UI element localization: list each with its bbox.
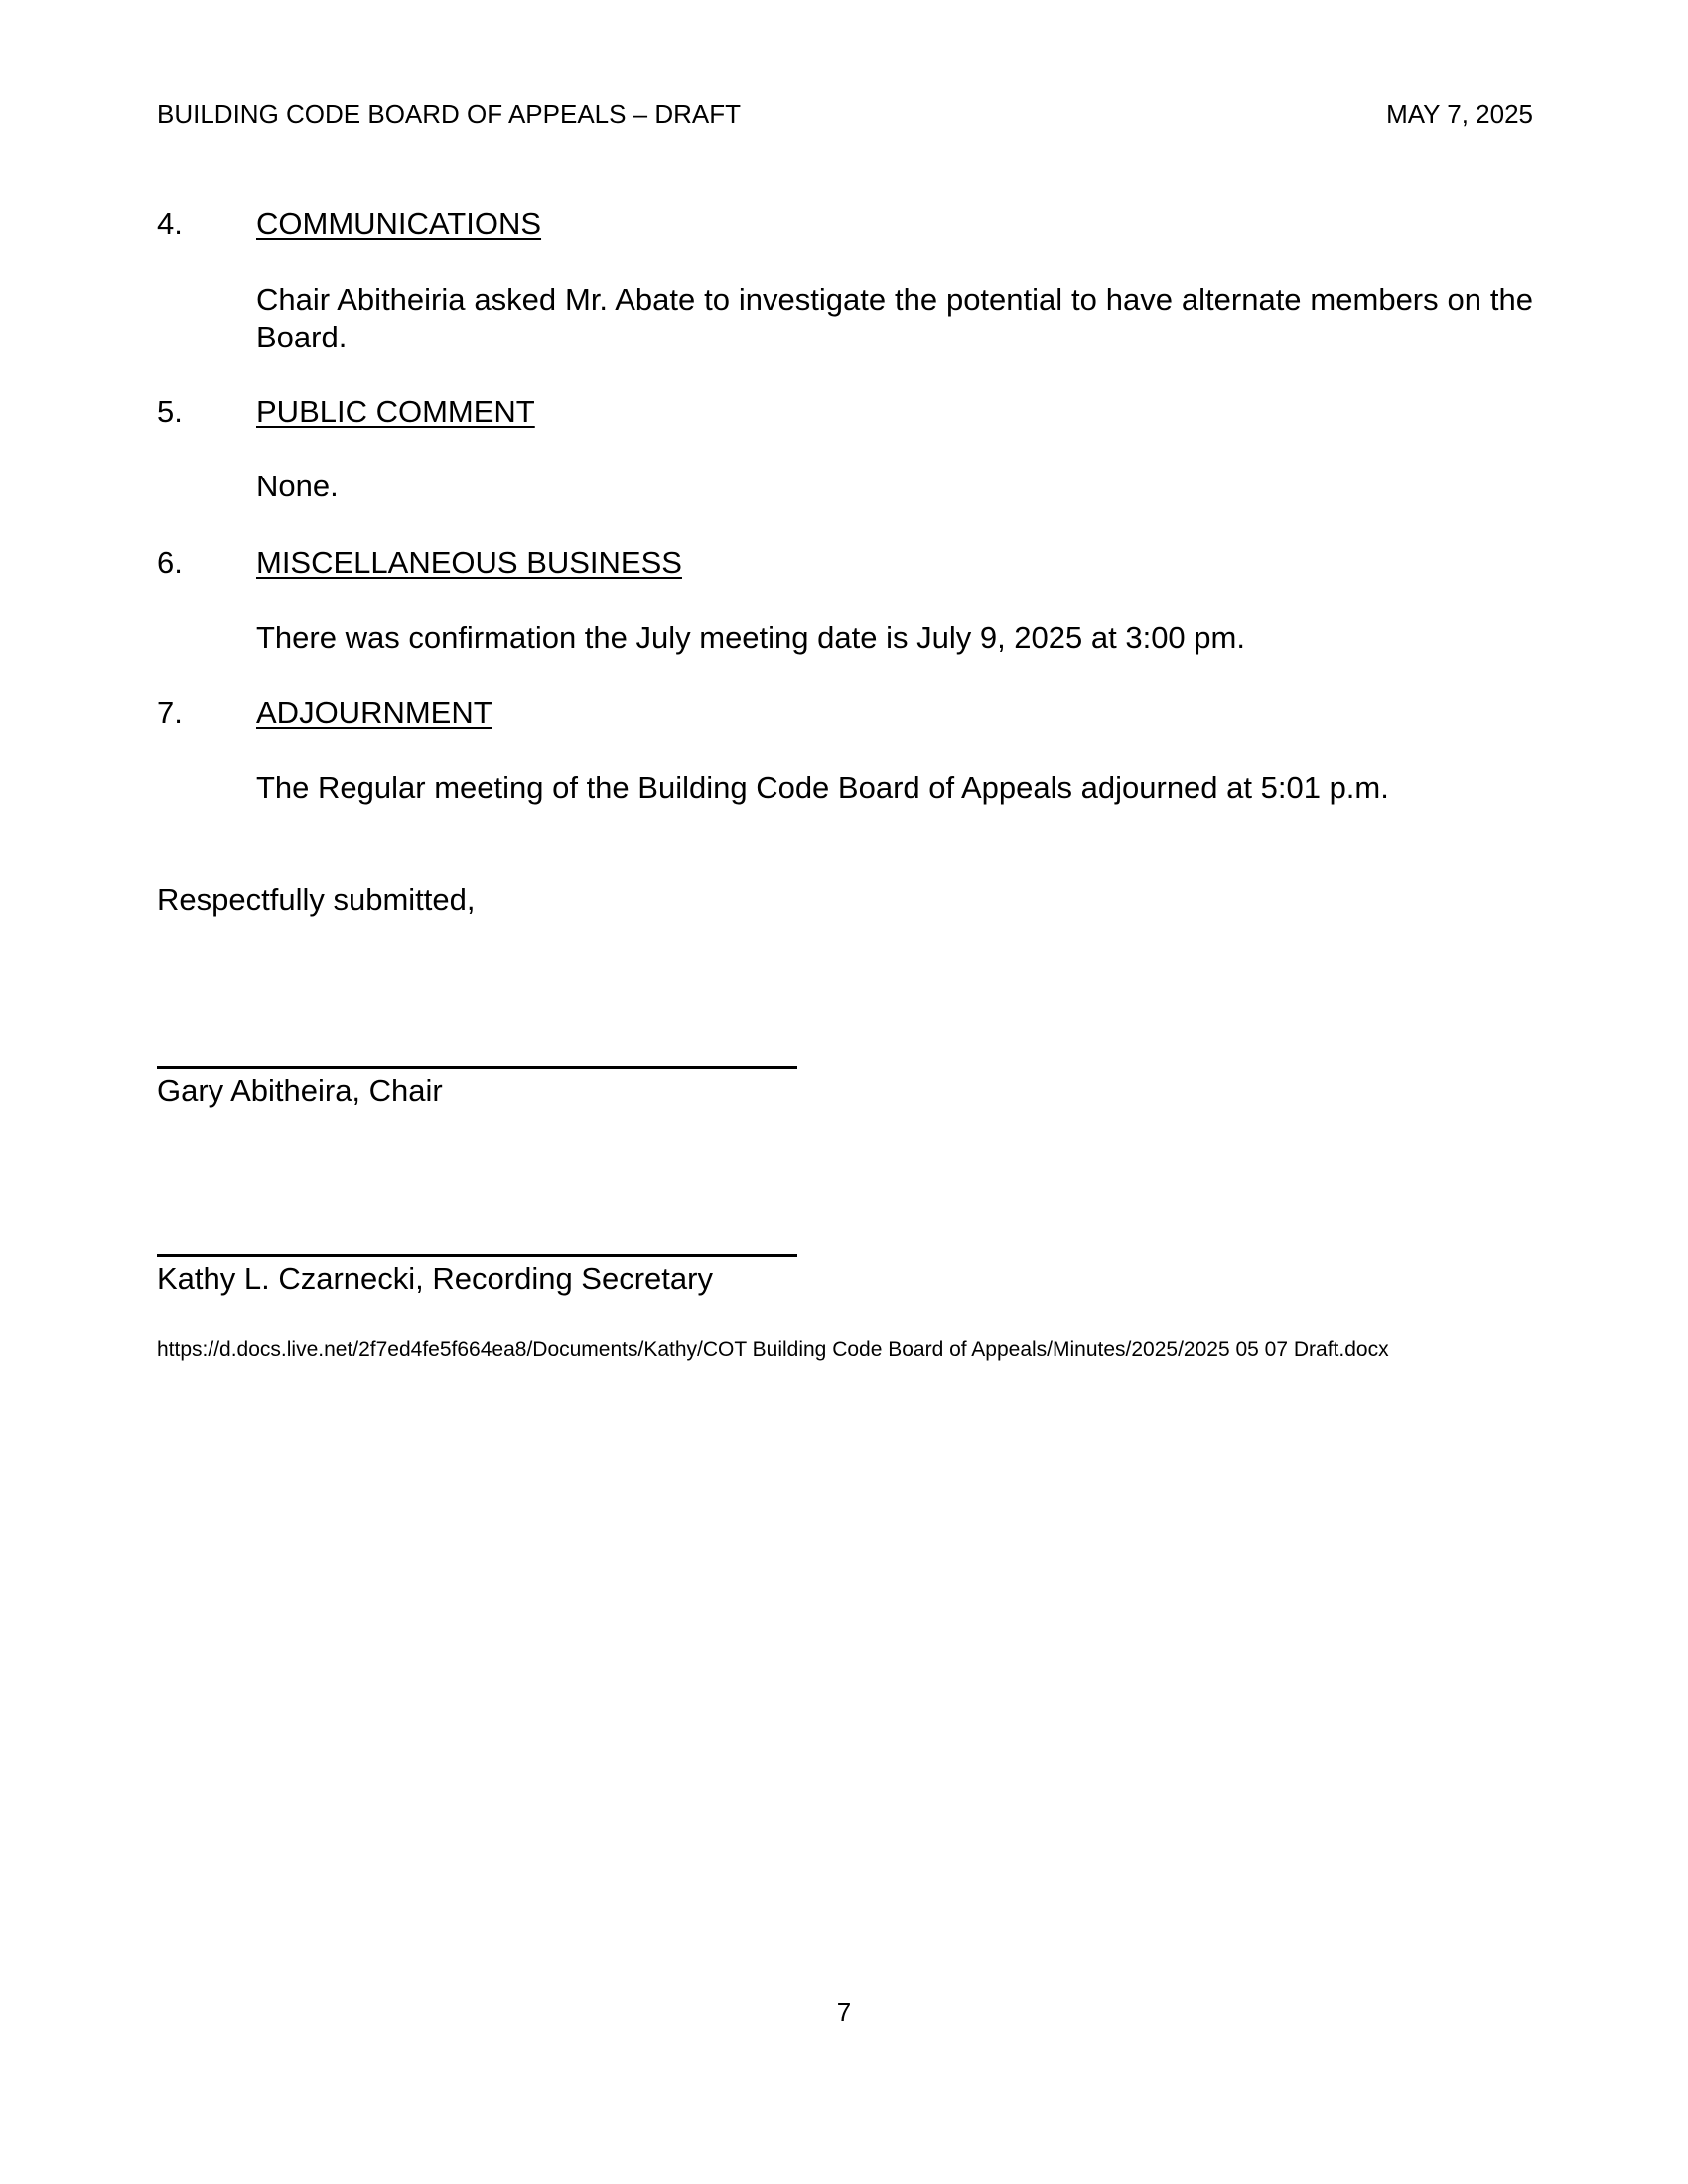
section-heading-adjournment: ADJOURNMENT <box>256 695 492 730</box>
signature-name-chair: Gary Abitheira, Chair <box>157 1073 443 1108</box>
section-body-misc-business: There was confirmation the July meeting date is July 9, 2025 at 3:00 pm. <box>256 620 1245 655</box>
section-number: 7. <box>157 695 183 730</box>
signature-line <box>157 1254 797 1257</box>
section-body-communications: Chair Abitheiria asked Mr. Abate to investigate the potential to have alternate members on the Board. <box>256 282 1533 354</box>
closing-text: Respectfully submitted, <box>157 883 476 917</box>
header-date: MAY 7, 2025 <box>1386 99 1533 129</box>
file-path: https://d.docs.live.net/2f7ed4fe5f664ea8/Documents/Kathy/COT Building Code Board of Appeals/Minutes/2025/2025 05 07 Draft.docx <box>157 1338 1389 1361</box>
section-heading-public-comment: PUBLIC COMMENT <box>256 394 535 429</box>
section-number: 4. <box>157 206 183 241</box>
section-heading-communications: COMMUNICATIONS <box>256 206 542 241</box>
section-heading-misc-business: MISCELLANEOUS BUSINESS <box>256 545 682 580</box>
section-body-public-comment: None. <box>256 469 339 503</box>
section-body-adjournment: The Regular meeting of the Building Code Board of Appeals adjourned at 5:01 p.m. <box>256 770 1389 805</box>
header-title: BUILDING CODE BOARD OF APPEALS – DRAFT <box>157 99 742 129</box>
section-number: 6. <box>157 545 183 580</box>
signature-name-secretary: Kathy L. Czarnecki, Recording Secretary <box>157 1261 713 1296</box>
section-number: 5. <box>157 394 183 429</box>
signature-line <box>157 1066 797 1069</box>
page-number: 7 <box>836 1997 852 2027</box>
